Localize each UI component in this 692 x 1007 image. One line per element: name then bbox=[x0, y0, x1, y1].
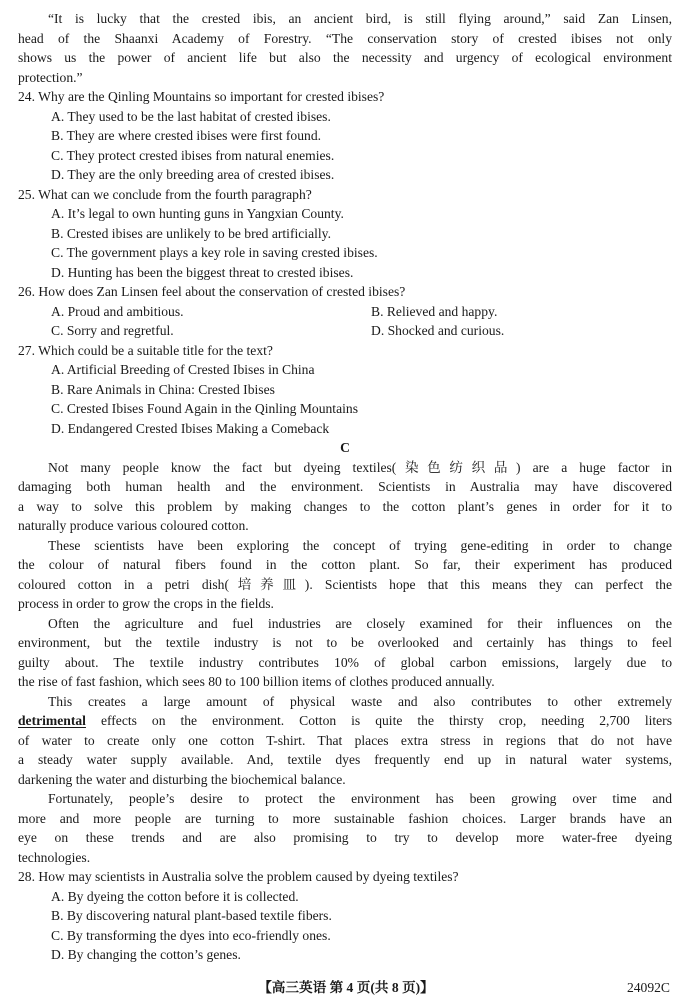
question-stem: 25. What can we conclude from the fourth paragraph? bbox=[18, 186, 312, 202]
footer-exam-code: 24092C bbox=[626, 980, 670, 995]
footer-page-info: 【高三英语 第 4 页(共 8 页)】 bbox=[258, 980, 434, 995]
paragraph-line: more and more people are turning to more sustainable fashion choices. Larger brands have an bbox=[18, 810, 672, 826]
answer-option-b: B. Crested ibises are unlikely to be bred artificially. bbox=[51, 225, 331, 241]
answer-option-d: D. They are the only breeding area of crested ibises. bbox=[51, 167, 335, 182]
paragraph-line: This creates a large amount of physical waste and also contributes to other extremely bbox=[48, 693, 672, 709]
paragraph-line: naturally produce various coloured cotton. bbox=[18, 518, 249, 533]
answer-option-a: A. By dyeing the cotton before it is collected. bbox=[51, 888, 299, 904]
paragraph-line: guilty about. The textile industry contributes 10% of global carbon emissions, largely due to bbox=[18, 654, 672, 670]
paragraph-line: darkening the water and disturbing the biochemical balance. bbox=[18, 771, 346, 787]
paragraph-line: “It is lucky that the crested ibis, an ancient bird, is still flying around,” said Zan Linsen, bbox=[48, 11, 672, 26]
paragraph-line: of water to create only one cotton T-shirt. That places extra stress in regions that do not have bbox=[18, 732, 672, 748]
paragraph-line: a way to solve this problem by making changes to the cotton plant’s genes in order for it to bbox=[18, 498, 672, 514]
paragraph-line: technologies. bbox=[18, 849, 91, 865]
paragraph-line: process in order to grow the crops in the fields. bbox=[18, 596, 274, 611]
question-stem: 26. How does Zan Linsen feel about the conservation of crested ibises? bbox=[18, 284, 406, 299]
answer-option-d: D. Shocked and curious. bbox=[371, 323, 505, 338]
paragraph-line: the rise of fast fashion, which sees 80 to 100 billion items of clothes produced annually. bbox=[18, 674, 495, 689]
paragraph-line: damaging both human health and the environment. Scientists in Australia may have discovered bbox=[18, 479, 672, 494]
paragraph-line: Often the agriculture and fuel industries are closely examined for their influences on the bbox=[48, 615, 672, 631]
paragraph-line: shows us the power of ancient life but also the necessity and urgency of ecological environment bbox=[18, 50, 672, 65]
answer-option-d: D. Hunting has been the biggest threat to crested ibises. bbox=[51, 264, 354, 280]
answer-option-c: C. By transforming the dyes into eco-friendly ones. bbox=[51, 927, 331, 943]
answer-option-b: B. Relieved and happy. bbox=[371, 303, 498, 319]
question-stem: 28. How may scientists in Australia solve the problem caused by dyeing textiles? bbox=[18, 869, 459, 884]
answer-option-a: A. They used to be the last habitat of crested ibises. bbox=[51, 108, 331, 124]
paragraph-line bbox=[18, 711, 672, 731]
paragraph-line: eye on these trends and are also promising to try to develop more water-free dyeing bbox=[18, 830, 672, 845]
answer-option-c: C. They protect crested ibises from natural enemies. bbox=[51, 147, 335, 163]
answer-option-c: C. Crested Ibises Found Again in the Qinling Mountains bbox=[51, 401, 358, 416]
page-footer bbox=[0, 977, 692, 999]
vocabulary-keyword: detrimental bbox=[18, 713, 86, 728]
answer-option-c: C. Sorry and regretful. bbox=[51, 323, 174, 338]
answer-option-c: C. The government plays a key role in saving crested ibises. bbox=[51, 245, 378, 260]
question-stem: 27. Which could be a suitable title for the text? bbox=[18, 342, 273, 358]
paragraph-line: environment, but the textile industry is not to be overlooked and certainly has things to feel bbox=[18, 635, 672, 650]
paragraph-line-rest: effects on the environment. Cotton is quite the thirsty crop, needing 2,700 liters bbox=[85, 713, 672, 728]
answer-option-a: A. Proud and ambitious. bbox=[51, 303, 184, 319]
paragraph-line: Not many people know the fact but dyeing textiles(染色纺织品) are a huge factor in bbox=[48, 459, 672, 475]
section-heading: C bbox=[340, 440, 350, 455]
answer-option-a: A. Artificial Breeding of Crested Ibises in China bbox=[51, 362, 315, 377]
question-stem: 24. Why are the Qinling Mountains so important for crested ibises? bbox=[18, 89, 385, 104]
answer-option-b: B. They are where crested ibises were first found. bbox=[51, 128, 322, 143]
paragraph-line: a steady water supply available. And, textile dyes frequently end up in natural water systems, bbox=[18, 752, 672, 767]
paragraph-line: head of the Shaanxi Academy of Forestry. “The conservation story of crested ibises not only bbox=[18, 30, 672, 46]
answer-option-b: B. Rare Animals in China: Crested Ibises bbox=[51, 381, 275, 397]
answer-option-b: B. By discovering natural plant-based textile fibers. bbox=[51, 908, 332, 923]
answer-option-d: D. By changing the cotton’s genes. bbox=[51, 947, 241, 962]
answer-option-d: D. Endangered Crested Ibises Making a Comeback bbox=[51, 420, 330, 436]
paragraph-line: coloured cotton in a petri dish(培养皿). Scientists hope that this means they can perfect the bbox=[18, 576, 672, 592]
paragraph-line: These scientists have been exploring the concept of trying gene-editing in order to change bbox=[48, 537, 672, 553]
paragraph-line: protection.” bbox=[18, 69, 83, 85]
paragraph-line: Fortunately, people’s desire to protect the environment has been growing over time and bbox=[48, 791, 672, 806]
answer-option-a: A. It’s legal to own hunting guns in Yangxian County. bbox=[51, 206, 344, 221]
paragraph-line: the colour of natural fibers found in the cotton plant. So far, their experiment has produced bbox=[18, 557, 672, 572]
